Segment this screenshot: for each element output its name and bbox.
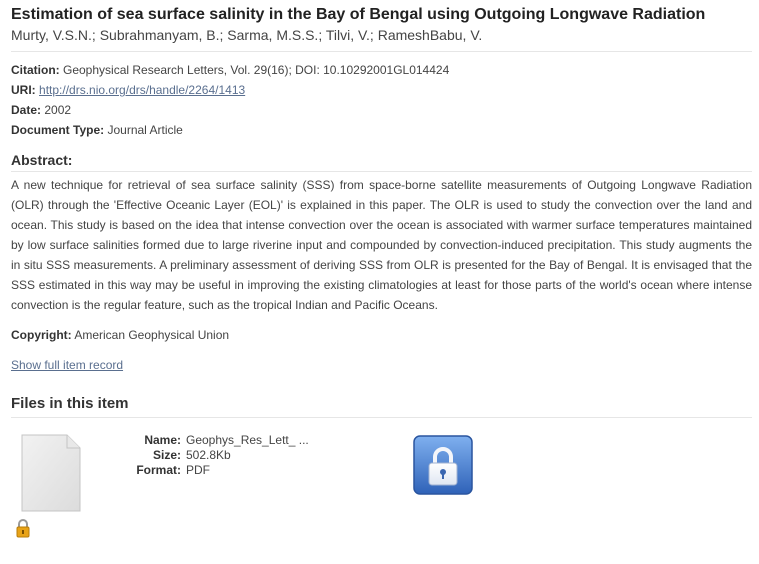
citation-row [11, 60, 752, 80]
file-name-label: Name: [144, 433, 181, 447]
copyright-label: Copyright: [11, 328, 72, 342]
file-name-value[interactable]: Geophys_Res_Lett_ ... [186, 433, 309, 447]
divider [11, 171, 752, 172]
lock-icon [15, 518, 31, 538]
files-heading: Files in this item [11, 395, 129, 412]
abstract-text: A new technique for retrieval of sea surface salinity (SSS) from space-borne satellite measurements of Outgoing Longwave Radiation (OLR) through the 'Effective Oceanic Layer (EOL)' is explained in this paper. The OLR is used to study the convection over the land and ocean. This study is based on the idea that intense convection over the ocean is associated with warmer surface temperatures maintained by low surface salinities formed due to large riverine input and compounded by convection-induced precipitation. This study augments the in situ SSS measurements. A preliminary assessment of deriving SSS from OLR is presented for the Bay of Bengal. It is envisaged that the SSS estimated in this way may be useful in improving the existing climatologies at least for those parts of the world's ocean where intense convection is the regular feature, such as the tropical Indian and Pacific Oceans. [11, 178, 752, 312]
citation-value: Geophysical Research Letters, Vol. 29(16); DOI: 10.10292001GL014424 [63, 63, 450, 77]
doctype-value: Journal Article [107, 123, 183, 137]
uri-link[interactable]: http://drs.nio.org/drs/handle/2264/1413 [39, 83, 246, 97]
item-authors: Murty, V.S.N.; Subrahmanyam, B.; Sarma, M.S.S.; Tilvi, V.; RameshBabu, V. [11, 27, 483, 43]
file-format-value: PDF [186, 463, 210, 477]
uri-row [11, 80, 752, 100]
doctype-label: Document Type: [11, 123, 105, 137]
divider [11, 51, 752, 52]
file-format-label: Format: [136, 463, 181, 477]
document-thumbnail-icon[interactable] [21, 434, 81, 512]
show-full-record-link[interactable]: Show full item record [11, 358, 124, 372]
file-size-value: 502.8Kb [186, 448, 231, 462]
padlock-blue-icon[interactable] [413, 435, 473, 495]
file-info [111, 433, 309, 478]
uri-label: URI: [11, 83, 36, 97]
date-row [11, 100, 752, 120]
abstract-heading: Abstract: [11, 152, 73, 168]
file-format-row [111, 463, 309, 478]
file-size-row [111, 448, 309, 463]
file-item [11, 418, 752, 548]
date-label: Date: [11, 103, 42, 117]
file-size-label: Size: [152, 448, 181, 462]
date-value: 2002 [44, 103, 72, 117]
metadata-list [11, 60, 752, 140]
file-name-row [111, 433, 309, 448]
doctype-row [11, 120, 752, 140]
copyright-value: American Geophysical Union [74, 328, 230, 342]
item-view [11, 0, 752, 548]
item-title: Estimation of sea surface salinity in the Bay of Bengal using Outgoing Longwave Radiation [11, 6, 706, 23]
copyright-row [11, 325, 752, 345]
citation-label: Citation: [11, 63, 60, 77]
full-record-row [11, 355, 752, 375]
